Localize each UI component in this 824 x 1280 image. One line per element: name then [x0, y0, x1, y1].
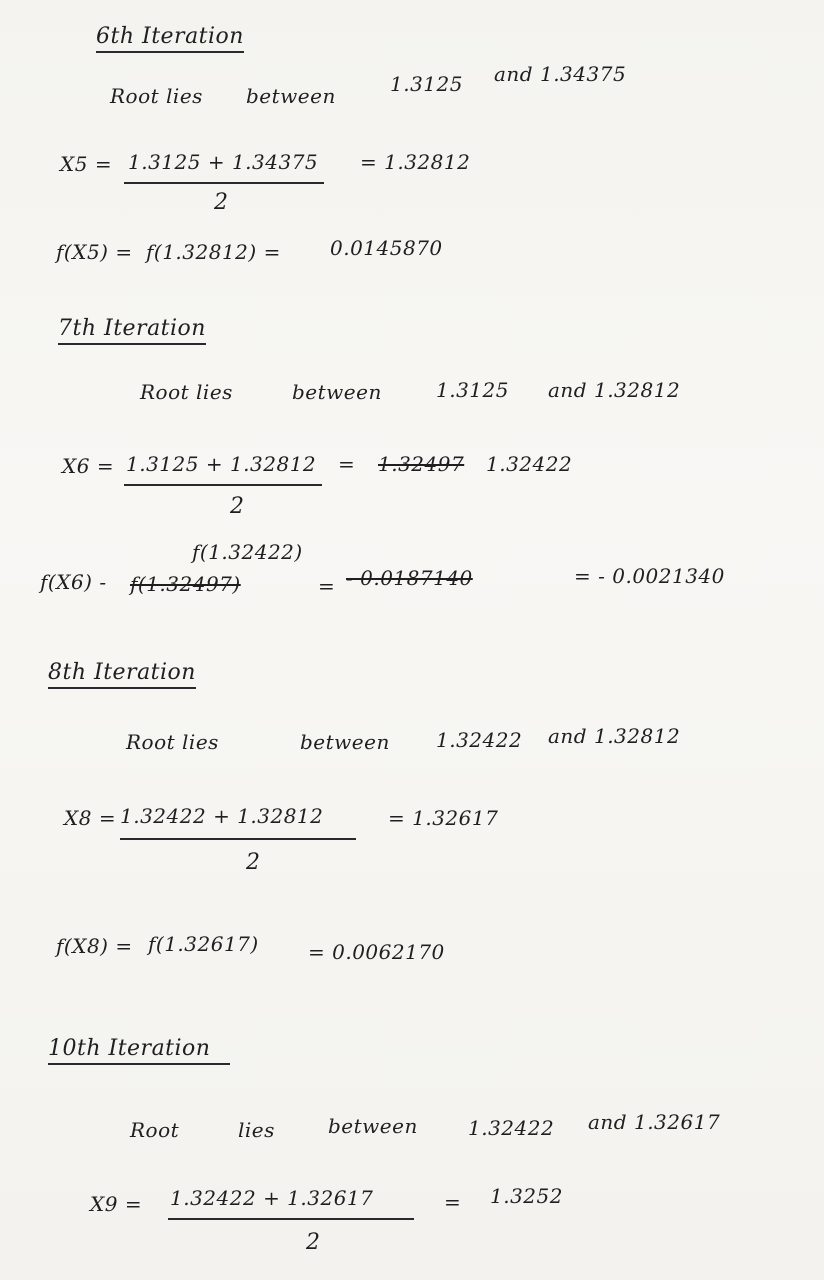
it7-f-value: = - 0.0021340: [574, 564, 725, 588]
it8-denominator: 2: [246, 850, 261, 875]
it7-f-struck-arg: f(1.32497): [130, 572, 241, 596]
it7-heading: 7th Iteration: [58, 316, 206, 345]
it8-heading: 8th Iteration: [48, 660, 196, 689]
it6-denominator: 2: [214, 190, 229, 215]
it6-root-label: Root lies: [110, 84, 203, 108]
it10-result: 1.3252: [490, 1184, 563, 1208]
it8-low: 1.32422: [436, 728, 523, 752]
it8-fraction-bar: [120, 838, 356, 840]
it10-x-label: X9 =: [90, 1192, 143, 1216]
it8-numerator: 1.32422 + 1.32812: [120, 804, 324, 828]
it7-fraction-bar: [124, 484, 322, 486]
it8-f-arg: f(1.32617): [148, 932, 259, 956]
it6-fraction-bar: [124, 182, 324, 184]
it7-eq: =: [338, 452, 356, 476]
it8-and-high: and 1.32812: [548, 724, 681, 748]
it10-and-high: and 1.32617: [588, 1110, 721, 1134]
it6-numerator: 1.3125 + 1.34375: [128, 150, 319, 174]
it8-result: = 1.32617: [388, 806, 499, 830]
it6-result: = 1.32812: [360, 150, 471, 174]
it6-x-label: X5 =: [60, 152, 113, 176]
it8-root-label: Root lies: [126, 730, 219, 754]
it8-between: between: [300, 730, 390, 754]
it7-f-label: f(X6) -: [40, 570, 107, 594]
it7-result: 1.32422: [486, 452, 573, 476]
it6-f-value: 0.0145870: [330, 236, 443, 260]
it6-f-label: f(X5) =: [56, 240, 133, 264]
it7-f-correction: f(1.32422): [192, 540, 303, 564]
it6-between: between: [246, 84, 336, 108]
it7-numerator: 1.3125 + 1.32812: [126, 452, 317, 476]
it10-root-label: Root: [130, 1118, 180, 1142]
it7-f-eq: =: [318, 574, 336, 598]
it10-eq: =: [444, 1190, 462, 1214]
it8-f-value: = 0.0062170: [308, 940, 445, 964]
it10-fraction-bar: [168, 1218, 414, 1220]
it8-x-label: X8 =: [64, 806, 117, 830]
it7-between: between: [292, 380, 382, 404]
it7-f-struck-value: - 0.0187140: [346, 566, 473, 590]
it7-and-high: and 1.32812: [548, 378, 681, 402]
it10-lies: lies: [238, 1118, 275, 1142]
it8-f-label: f(X8) =: [56, 934, 133, 958]
it10-between: between: [328, 1114, 418, 1138]
it7-x-label: X6 =: [62, 454, 115, 478]
it7-low: 1.3125: [436, 378, 509, 402]
it10-numerator: 1.32422 + 1.32617: [170, 1186, 374, 1210]
it7-struck-value: 1.32497: [378, 452, 465, 476]
it10-low: 1.32422: [468, 1116, 555, 1140]
it6-low: 1.3125: [390, 72, 463, 96]
it7-denominator: 2: [230, 494, 245, 519]
it6-f-arg: f(1.32812) =: [146, 240, 281, 264]
it6-heading: 6th Iteration: [96, 24, 244, 53]
it7-root-label: Root lies: [140, 380, 233, 404]
it6-and-high: and 1.34375: [494, 62, 627, 86]
it10-denominator: 2: [306, 1230, 321, 1255]
it10-heading: 10th Iteration: [48, 1036, 230, 1065]
